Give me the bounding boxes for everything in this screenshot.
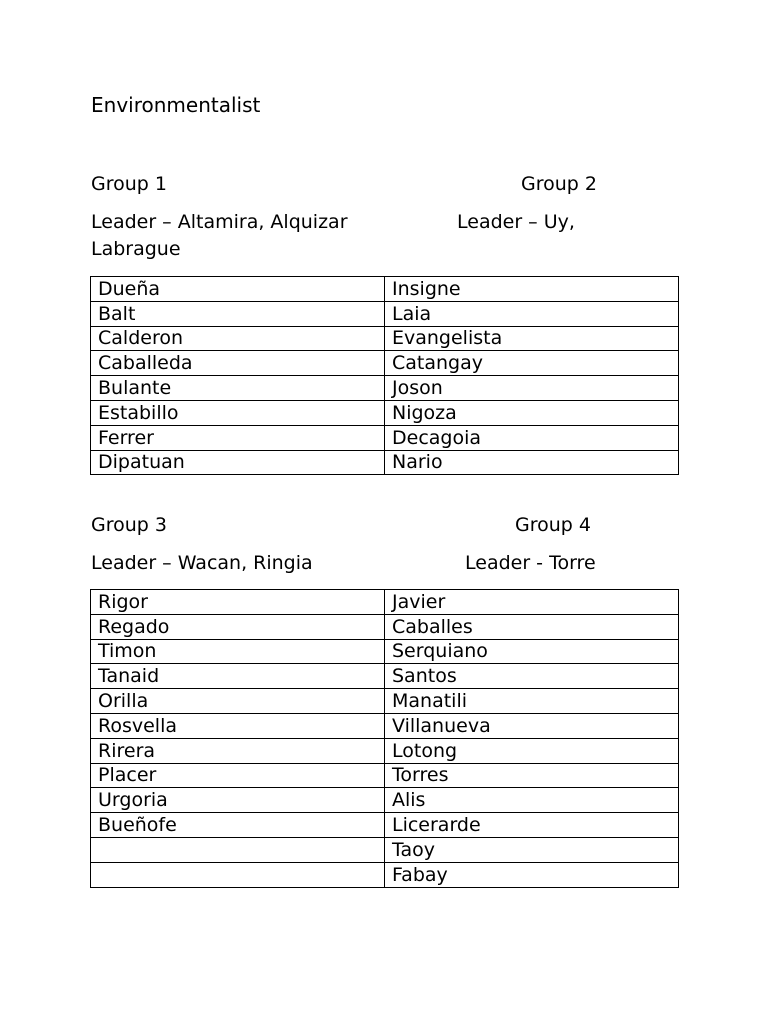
table-row xyxy=(91,351,679,376)
table-row xyxy=(91,425,679,450)
group-4-heading: Group 4 xyxy=(515,514,591,536)
table-row xyxy=(91,813,679,838)
group-3-member: Regado xyxy=(91,614,385,639)
group-2-member: Nigoza xyxy=(385,400,679,425)
group-4-member: Villanueva xyxy=(385,713,679,738)
document-title: Environmentalist xyxy=(91,93,261,117)
table-row xyxy=(91,689,679,714)
groups-3-4-table xyxy=(90,589,679,888)
group-4-member: Lotong xyxy=(385,738,679,763)
group-1-member: Estabillo xyxy=(91,400,385,425)
group-3-member: Rigor xyxy=(91,590,385,615)
group-4-member: Torres xyxy=(385,763,679,788)
group-2-member: Insigne xyxy=(385,277,679,302)
table-row xyxy=(91,713,679,738)
table-row xyxy=(91,450,679,475)
table-row xyxy=(91,837,679,862)
group-1-member: Ferrer xyxy=(91,425,385,450)
group-2-member: Decagoia xyxy=(385,425,679,450)
group-3-member-empty xyxy=(91,862,385,887)
table-row xyxy=(91,763,679,788)
group-4-member: Santos xyxy=(385,664,679,689)
group-4-member: Manatili xyxy=(385,689,679,714)
group-2-member: Evangelista xyxy=(385,326,679,351)
table-row xyxy=(91,738,679,763)
group-4-member: Taoy xyxy=(385,837,679,862)
group-2-leader: Leader – Uy, xyxy=(457,211,575,233)
group-1-member: Dueña xyxy=(91,277,385,302)
group-3-member: Timon xyxy=(91,639,385,664)
group-1-member: Dipatuan xyxy=(91,450,385,475)
table-row xyxy=(91,326,679,351)
group-3-member: Urgoria xyxy=(91,788,385,813)
group-1-member: Caballeda xyxy=(91,351,385,376)
group-1-leader-continued: Labrague xyxy=(91,238,181,260)
table-row xyxy=(91,614,679,639)
group-1-member: Balt xyxy=(91,301,385,326)
group-3-member: Tanaid xyxy=(91,664,385,689)
group-3-member: Placer xyxy=(91,763,385,788)
group-4-member: Serquiano xyxy=(385,639,679,664)
group-3-leader: Leader – Wacan, Ringia xyxy=(91,552,313,574)
group-3-member: Bueñofe xyxy=(91,813,385,838)
table-row xyxy=(91,862,679,887)
group-4-member: Fabay xyxy=(385,862,679,887)
group-3-member: Rosvella xyxy=(91,713,385,738)
group-4-member: Javier xyxy=(385,590,679,615)
group-1-heading: Group 1 xyxy=(91,173,167,195)
group-4-leader: Leader - Torre xyxy=(465,552,596,574)
table-row xyxy=(91,400,679,425)
group-3-member: Orilla xyxy=(91,689,385,714)
group-2-heading: Group 2 xyxy=(521,173,597,195)
groups-1-2-table xyxy=(90,276,679,475)
group-4-member: Caballes xyxy=(385,614,679,639)
table-row xyxy=(91,376,679,401)
group-2-member: Catangay xyxy=(385,351,679,376)
group-3-member-empty xyxy=(91,837,385,862)
group-2-member: Joson xyxy=(385,376,679,401)
group-3-member: Rirera xyxy=(91,738,385,763)
table-row xyxy=(91,277,679,302)
group-1-leader: Leader – Altamira, Alquizar xyxy=(91,211,348,233)
table-row xyxy=(91,639,679,664)
group-1-member: Calderon xyxy=(91,326,385,351)
table-row xyxy=(91,664,679,689)
group-4-member: Alis xyxy=(385,788,679,813)
group-3-heading: Group 3 xyxy=(91,514,167,536)
group-4-member: Licerarde xyxy=(385,813,679,838)
table-row xyxy=(91,590,679,615)
group-2-member: Laia xyxy=(385,301,679,326)
table-row xyxy=(91,788,679,813)
group-1-member: Bulante xyxy=(91,376,385,401)
table-row xyxy=(91,301,679,326)
group-2-member: Nario xyxy=(385,450,679,475)
